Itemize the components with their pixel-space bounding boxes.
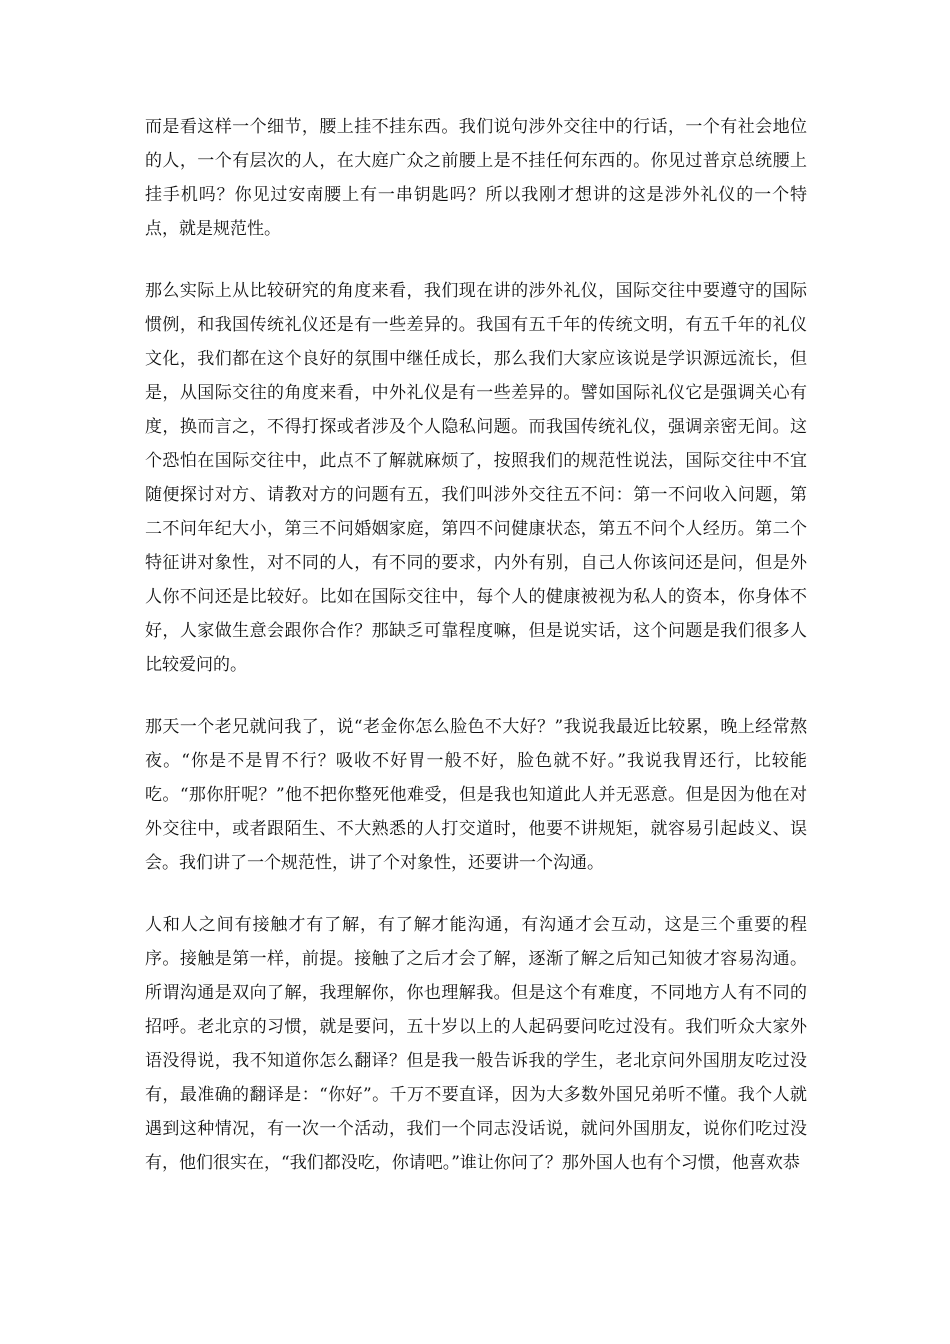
paragraph-4: 人和人之间有接触才有了解，有了解才能沟通，有沟通才会互动，这是三个重要的程序。接触是第一样，前提。接触了之后才会了解，逐渐了解之后知己知彼才容易沟通。所谓沟通是双向了解，我理解你，你也理解我。但是这个有难度，不同地方人有不同的招呼。老北京的习惯，就是要问，五十岁以上的人起码要问吃过没有。我们听众大家外语没得说，我不知道你怎么翻译？但是我一般告诉我的学生，老北京问外国朋友吃过没有，最准确的翻译是：“你好”。千万不要直译，因为大多数外国兄弟听不懂。我个人就遇到这种情况，有一次一个活动，我们一个同志没话说，就问外国朋友，说你们吃过没有，他们很实在，“我们都没吃，你请吧。”谁让你问了？那外国人也有个习惯，他喜欢恭 xyxy=(145,915,807,1173)
paragraph-1: 而是看这样一个细节，腰上挂不挂东西。我们说句涉外交往中的行话，一个有社会地位的人，一个有层次的人，在大庭广众之前腰上是不挂任何东西的。你见过普京总统腰上挂手机吗？你见过安南腰上有一串钥匙吗？所以我刚才想讲的这是涉外礼仪的一个特点，就是规范性。 xyxy=(145,117,807,239)
document-page xyxy=(145,110,807,1208)
paragraph-2: 那么实际上从比较研究的角度来看，我们现在讲的涉外礼仪，国际交往中要遵守的国际惯例，和我国传统礼仪还是有一些差异的。我国有五千年的传统文明，有五千年的礼仪文化，我们都在这个良好的氛围中继任成长，那么我们大家应该说是学识源远流长，但是，从国际交往的角度来看，中外礼仪是有一些差异的。譬如国际礼仪它是强调关心有度，换而言之，不得打探或者涉及个人隐私问题。而我国传统礼仪，强调亲密无间。这个恐怕在国际交往中，此点不了解就麻烦了，按照我们的规范性说法，国际交往中不宜随便探讨对方、请教对方的问题有五，我们叫涉外交往五不问：第一不问收入问题，第二不问年纪大小，第三不问婚姻家庭，第四不问健康状态，第五不问个人经历。第二个特征讲对象性，对不同的人，有不同的要求，内外有别，自己人你该问还是问，但是外人你不问还是比较好。比如在国际交往中，每个人的健康被视为私人的资本，你身体不好，人家做生意会跟你合作？那缺乏可靠程度嘛，但是说实话，这个问题是我们很多人比较爱问的。 xyxy=(145,281,807,675)
paragraph-3: 那天一个老兄就问我了，说“老金你怎么脸色不大好？”我说我最近比较累，晚上经常熬夜。“你是不是胃不行？吸收不好胃一般不好，脸色就不好。”我说我胃还行，比较能吃。“那你肝呢？”他不把你整死他难受，但是我也知道此人并无恶意。但是因为他在对外交往中，或者跟陌生、不大熟悉的人打交道时，他要不讲规矩，就容易引起歧义、误会。我们讲了一个规范性，讲了个对象性，还要讲一个沟通。 xyxy=(145,717,807,873)
